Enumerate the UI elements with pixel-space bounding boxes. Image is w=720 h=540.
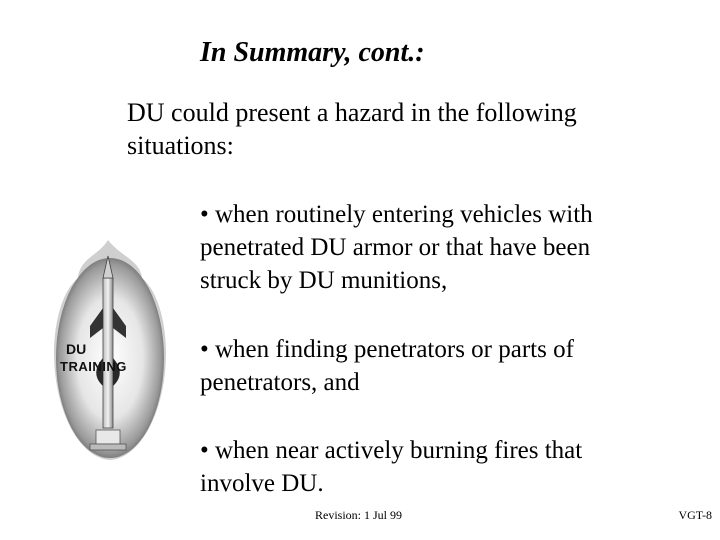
bullet-item <box>200 434 582 500</box>
intro-line-1: DU could present a hazard in the following <box>127 98 577 127</box>
bullet-3-line-2: involve DU. <box>200 470 324 497</box>
logo-text-du: DU <box>66 341 87 357</box>
intro-line-2: situations: <box>127 131 234 160</box>
bullet-2-line-2: penetrators, and <box>200 369 360 396</box>
bullet-item <box>200 333 574 399</box>
bullet-item <box>200 198 593 297</box>
bullet-1-line-3: struck by DU munitions, <box>200 267 448 294</box>
slide-id: VGT-8 <box>678 508 712 522</box>
intro-text <box>127 96 647 162</box>
bullet-1-line-2: penetrated DU armor or that have been <box>200 234 591 261</box>
bullet-1-line-1: • when routinely entering vehicles with <box>200 201 593 228</box>
bullet-2-line-1: • when finding penetrators or parts of <box>200 336 574 363</box>
revision-date: Revision: 1 Jul 99 <box>315 508 403 522</box>
slide-title: In Summary, cont.: <box>200 37 425 68</box>
du-training-logo <box>50 238 170 463</box>
bullet-3-line-1: • when near actively burning fires that <box>200 437 583 464</box>
logo-text-training: TRAINING <box>60 359 127 374</box>
